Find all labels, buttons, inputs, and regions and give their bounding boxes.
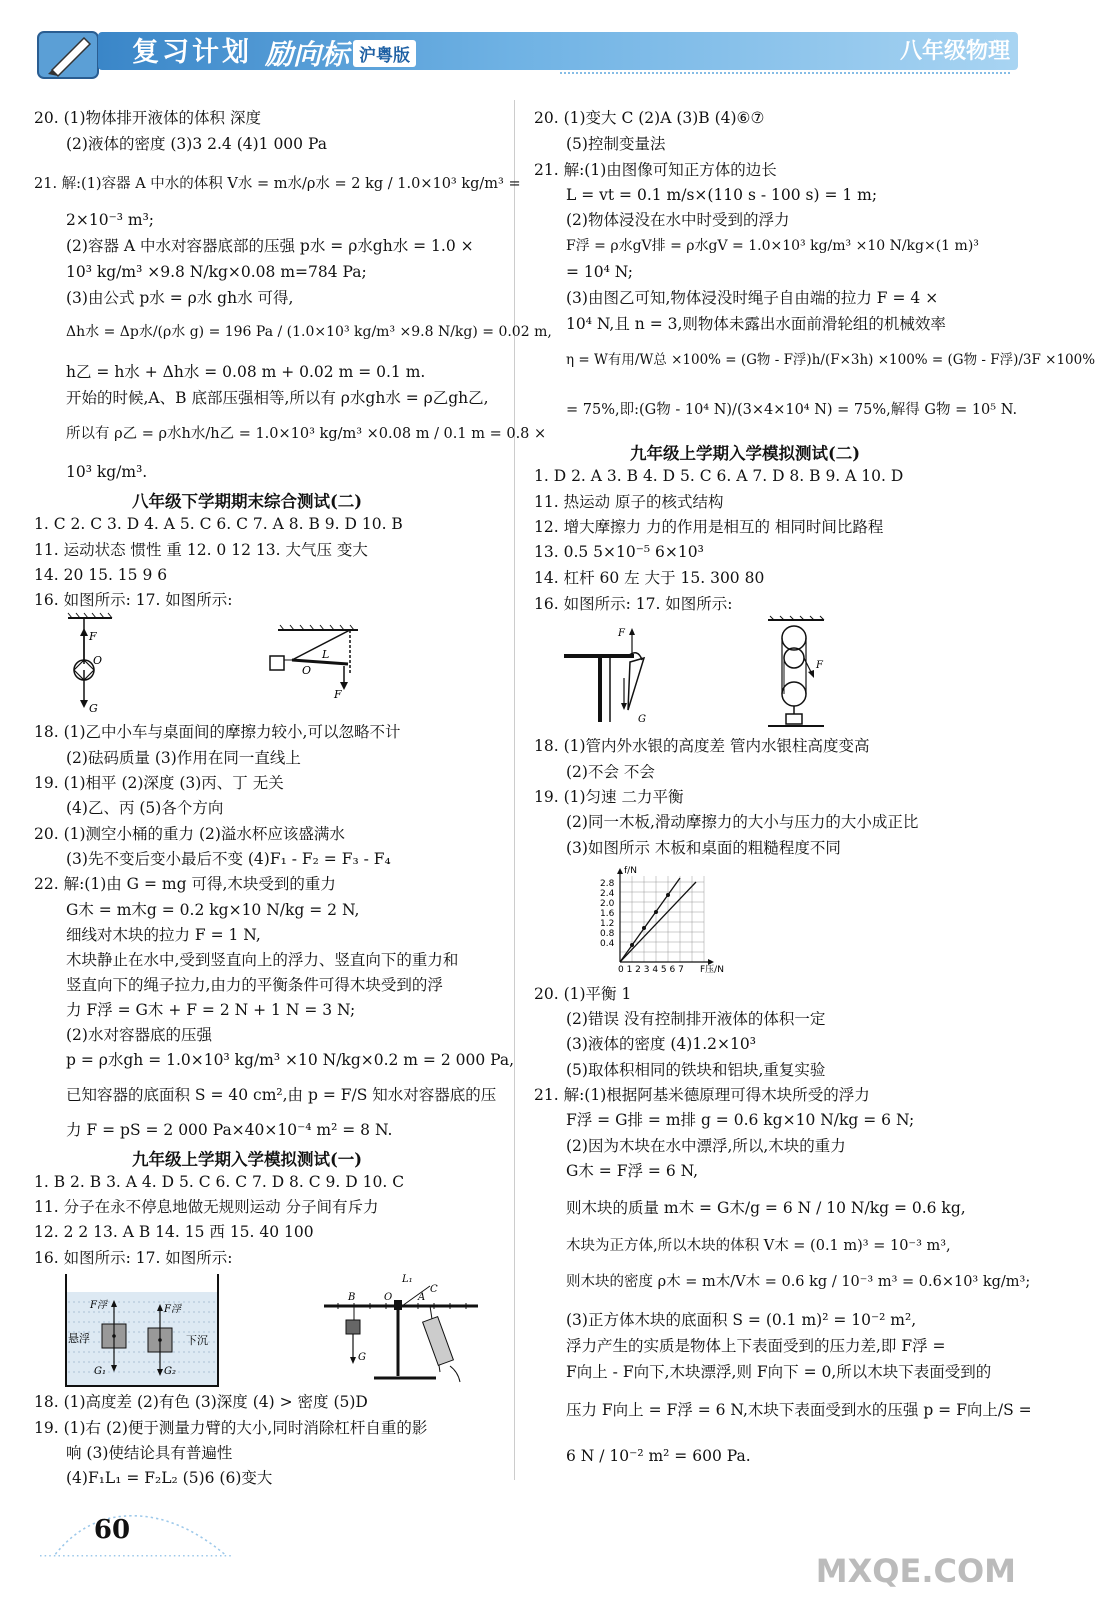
label-F: F [816,660,823,671]
y-tick: 0.4 [600,939,615,949]
watermark: MXQE.COM [815,1552,1016,1590]
figure-lever-wall [264,622,364,702]
label-L1: L₁ [402,1274,413,1285]
answer-line: (4)乙、丙 (5)各个方向 [66,799,224,817]
answer-line: 10³ kg/m³ ×9.8 N/kg×0.08 m=784 Pa; [66,263,367,281]
answer-line: 1. D 2. A 3. B 4. D 5. C 6. A 7. D 8. B 9. A 10. D [534,467,904,485]
label-O: O [384,1292,393,1303]
answer-line: (2)错误 没有控制排开液体的体积一定 [566,1010,826,1028]
answer-line: (2)液体的密度 (3)3 2.4 (4)1 000 Pa [66,135,327,153]
answer-line: F浮 = G排 = m排 g = 0.6 kg×10 N/kg = 6 N; [566,1111,915,1129]
answer-line: 压力 F向上 = F浮 = 6 N,木块下表面受到水的压强 p = F向上/S = [566,1401,1032,1419]
answer-line: 1. C 2. C 3. D 4. A 5. C 6. C 7. A 8. B 9. D 10. B [34,515,403,533]
section-title: 八年级下学期期末综合测试(二) [132,492,363,511]
answer-line: = 10⁴ N; [566,263,634,281]
label-F: F [89,630,97,643]
header-dots [560,72,1010,74]
answer-line: (2)水对容器底的压强 [66,1026,212,1044]
label-G1: G₁ [94,1366,106,1377]
book-logo-icon [34,24,106,84]
y-tick: 0.8 [600,929,615,939]
answer-line: 则木块的质量 m木 = G木/g = 6 N / 10 N/kg = 0.6 kg, [566,1199,966,1217]
answer-line: 16. 如图所示: 17. 如图所示: [34,591,233,609]
y-tick: 1.2 [600,919,615,929]
answer-line: 木块为正方体,所以木块的体积 V木 = (0.1 m)³ = 10⁻³ m³, [566,1238,951,1254]
label-Ffu-2: F浮 [164,1304,181,1315]
answer-line: p = ρ水gh = 1.0×10³ kg/m³ ×10 N/kg×0.2 m = 2 000 Pa, [66,1051,515,1069]
answer-line: 16. 如图所示: 17. 如图所示: [534,595,733,613]
label-G2: G₂ [164,1366,176,1377]
label-G: G [638,714,646,725]
answer-line: 14. 杠杆 60 左 大于 15. 300 80 [534,569,765,587]
answer-line: (2)物体浸没在水中时受到的浮力 [566,211,790,229]
answer-line: (3)如图所示 木板和桌面的粗糙程度不同 [566,839,841,857]
answer-line: (3)正方体木块的底面积 S = (0.1 m)² = 10⁻² m², [566,1311,917,1329]
column-divider [514,100,515,1480]
answer-line: 则木块的密度 ρ木 = m木/V木 = 0.6 kg / 10⁻³ m³ = 0.6×10³ kg/m³; [566,1274,1031,1290]
y-tick: 2.4 [600,889,615,899]
grade-subject: 八年级物理 [899,39,1010,64]
answer-line: F向上 - F向下,木块漂浮,则 F向下 = 0,所以木块下表面受到的 [566,1363,992,1381]
answer-line: (5)控制变量法 [566,135,666,153]
answer-line: 力 F浮 = G木 + F = 2 N + 1 N = 3 N; [66,1001,356,1019]
answer-line: 11. 运动状态 惯性 重 12. 0 12 13. 大气压 变大 [34,541,368,559]
answer-line: 浮力产生的实质是物体上下表面受到的压力差,即 F浮 = [566,1337,946,1355]
answer-line: (3)由图乙可知,物体浸没时绳子自由端的拉力 F = 4 × [566,289,939,307]
edition-badge: 沪粤版 [353,40,416,67]
answer-line: 11. 分子在永不停息地做无规则运动 分子间有斥力 [34,1198,379,1216]
answer-line: (2)砝码质量 (3)作用在同一直线上 [66,749,301,767]
answer-line: 10⁴ N,且 n = 3,则物体未露出水面前滑轮组的机械效率 [566,315,946,333]
answer-line: 13. 0.5 5×10⁻⁵ 6×10³ [534,543,704,561]
graph-y-label: f/N [624,866,637,876]
y-tick: 2.0 [600,899,615,909]
label-O: O [93,654,103,667]
friction-pressure-graph [596,864,736,976]
section-title: 九年级上学期入学模拟测试(二) [630,444,861,463]
section-title: 九年级上学期入学模拟测试(一) [132,1150,363,1169]
figure-lever-spring-scale [318,1272,488,1392]
label-B: B [348,1292,356,1303]
answer-line: 14. 20 15. 15 9 6 [34,566,168,584]
answer-line: G木 = F浮 = 6 N, [566,1162,699,1180]
label-xuanfu: 悬浮 [68,1332,90,1345]
answer-line: 21. 解:(1)根据阿基米德原理可得木块所受的浮力 [534,1086,870,1104]
answer-line: Δh水 = Δp水/(ρ水 g) = 196 Pa / (1.0×10³ kg/m³ ×9.8 N/kg) = 0.02 m, [66,324,552,340]
y-tick: 1.6 [600,909,615,919]
answer-line: 19. (1)匀速 二力平衡 [534,788,684,806]
answer-line: 所以有 ρ乙 = ρ水h水/h乙 = 1.0×10³ kg/m³ ×0.08 m / 0.1 m = 0.8 × [66,426,547,442]
answer-line: 20. (1)变大 C (2)A (3)B (4)⑥⑦ [534,109,765,127]
answer-line: G木 = m木g = 0.2 kg×10 N/kg = 2 N, [66,901,360,919]
answer-line: 18. (1)乙中小车与桌面间的摩擦力较小,可以忽略不计 [34,723,401,741]
answer-line: h乙 = h水 + Δh水 = 0.08 m + 0.02 m = 0.1 m. [66,363,426,381]
answer-line: (2)同一木板,滑动摩擦力的大小与压力的大小成正比 [566,813,919,831]
answer-line: 20. (1)平衡 1 [534,985,632,1003]
answer-line: 20. (1)物体排开液体的体积 深度 [34,109,261,127]
label-F: F [618,628,625,639]
answer-line: 16. 如图所示: 17. 如图所示: [34,1249,233,1267]
answer-line: (3)由公式 p水 = ρ水 gh水 可得, [66,289,294,307]
answer-line: 竖直向下的绳子拉力,由力的平衡条件可得木块受到的浮 [66,976,443,994]
label-Ffu-1: F浮 [90,1300,107,1311]
answer-line: 力 F = pS = 2 000 Pa×40×10⁻⁴ m² = 8 N. [66,1121,393,1139]
answer-line: 11. 热运动 原子的核式结构 [534,493,724,511]
answer-line: (2)容器 A 中水对容器底部的压强 p水 = ρ水gh水 = 1.0 × [66,237,474,255]
answer-line: 已知容器的底面积 S = 40 cm²,由 p = F/S 知水对容器底的压 [66,1086,497,1104]
answer-line: F浮 = ρ水gV排 = ρ水gV = 1.0×10³ kg/m³ ×10 N/kg×(1 m)³ [566,238,979,254]
figure-floating-blocks [62,1272,222,1390]
label-G: G [89,702,98,715]
page-number: 60 [93,1515,131,1545]
series-title: 复习计划 [132,37,252,68]
answer-line: 1. B 2. B 3. A 4. D 5. C 6. C 7. D 8. C 9. D 10. C [34,1173,405,1191]
answer-line: 开始的时候,A、B 底部压强相等,所以有 ρ水gh水 = ρ乙gh乙, [66,389,489,407]
answer-line: 18. (1)管内外水银的高度差 管内水银柱高度变高 [534,737,870,755]
figure-suspended-object [60,612,120,722]
y-tick: 2.8 [600,879,615,889]
answer-line: (3)先不变后变小最后不变 (4)F₁ - F₂ = F₃ - F₄ [66,850,391,868]
answer-line: (5)取体积相同的铁块和铝块,重复实验 [566,1061,826,1079]
answer-line: 20. (1)测空小桶的重力 (2)溢水杯应该盛满水 [34,825,345,843]
answer-line: (4)F₁L₁ = F₂L₂ (5)6 (6)变大 [66,1469,273,1487]
label-O: O [302,664,312,677]
answer-line: (2)因为木块在水中漂浮,所以,木块的重力 [566,1137,846,1155]
answer-line: 响 (3)使结论具有普遍性 [66,1444,233,1462]
x-ticks: 0 1 2 3 4 5 6 7 [618,965,684,975]
answer-line: 19. (1)相平 (2)深度 (3)丙、丁 无关 [34,774,284,792]
answer-line: 21. 解:(1)由图像可知正方体的边长 [534,161,777,179]
answer-line: 22. 解:(1)由 G = mg 可得,木块受到的重力 [34,875,336,893]
figure-pulley-system [764,616,834,732]
figure-bent-rod [560,618,660,728]
answer-line: 18. (1)高度差 (2)有色 (3)深度 (4) > 密度 (5)D [34,1393,368,1411]
brand-name: 励向标 [265,38,350,71]
answer-line: 12. 增大摩擦力 力的作用是相互的 相同时间比路程 [534,518,884,536]
answer-line: (3)液体的密度 (4)1.2×10³ [566,1035,756,1053]
answer-line: 19. (1)右 (2)便于测量力臂的大小,同时消除杠杆自重的影 [34,1419,428,1437]
answer-line: (2)不会 不会 [566,763,655,781]
label-A: A [418,1292,426,1303]
answer-line: η = W有用/W总 ×100% = (G物 - F浮)h/(F×3h) ×100% = (G物 - F浮)/3F ×100% [566,352,1095,368]
label-G: G [358,1352,366,1363]
answer-line: = 75%,即:(G物 - 10⁴ N)/(3×4×10⁴ N) = 75%,解得 G物 = 10⁵ N. [566,402,1018,418]
graph-x-label: F压/N [700,965,724,975]
answer-line: 21. 解:(1)容器 A 中水的体积 V水 = m水/ρ水 = 2 kg / 1.0×10³ kg/m³ = [34,176,521,192]
answer-line: 2×10⁻³ m³; [66,211,155,229]
page-header [0,0,1038,92]
answer-line: L = vt = 0.1 m/s×(110 s - 100 s) = 1 m; [566,186,878,204]
answer-line: 12. 2 2 13. A B 14. 15 西 15. 40 100 [34,1223,314,1241]
label-xiachen: 下沉 [186,1334,208,1347]
label-L: L [322,648,330,661]
answer-line: 10³ kg/m³. [66,463,148,481]
label-C: C [430,1284,438,1295]
answer-line: 6 N / 10⁻² m² = 600 Pa. [566,1447,751,1465]
answer-line: 木块静止在水中,受到竖直向上的浮力、竖直向下的重力和 [66,951,459,969]
label-F: F [334,688,342,701]
answer-line: 细线对木块的拉力 F = 1 N, [66,926,261,944]
